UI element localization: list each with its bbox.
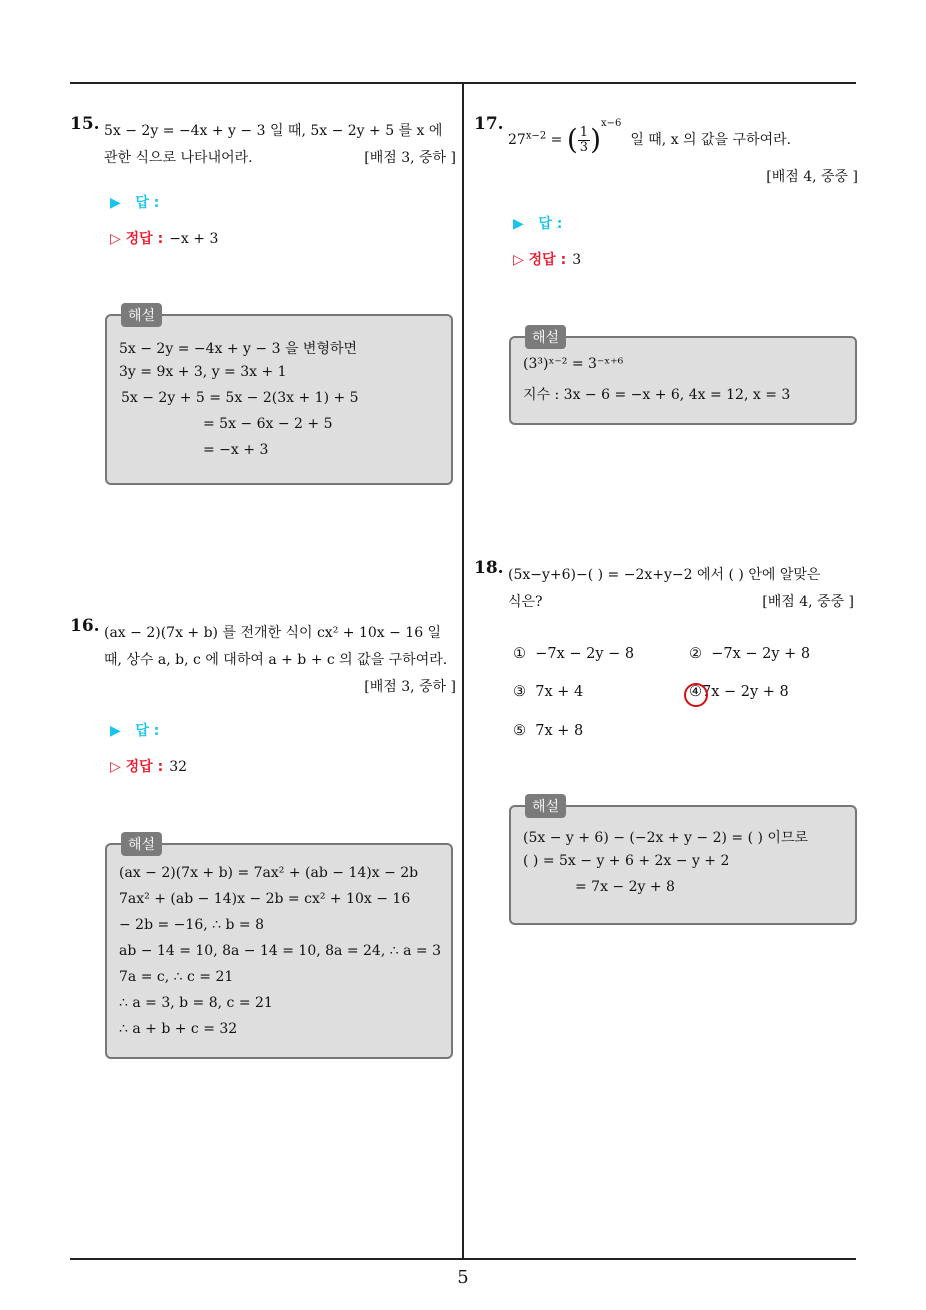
problem-15 (70, 114, 456, 172)
difficulty: [배점 4, 중중 ] (762, 594, 854, 610)
outline-play-icon: ▷ (110, 759, 121, 775)
answer-value: −x + 3 (169, 231, 219, 247)
difficulty: [배점 3, 중하 ] (364, 150, 456, 166)
correct-answer-16: ▷ 정답 : 32 (110, 759, 188, 775)
fraction: $\frac{1}{3}$ (579, 124, 589, 155)
explanation-tag: 해설 (121, 303, 162, 327)
difficulty: [배점 4, 중중 ] (766, 169, 858, 185)
play-icon: ▶ (513, 216, 524, 232)
explanation-box-17 (509, 330, 857, 425)
explanation-line: ∴ a + b + c = 32 (119, 1021, 238, 1037)
explanation-tag: 해설 (525, 794, 566, 818)
outline-play-icon: ▷ (513, 252, 524, 268)
explanation-line: 5x − 2y = −4x + y − 3 을 변형하면 (119, 341, 358, 357)
option-4[interactable]: ④7x − 2y + 8 (689, 684, 789, 700)
problem-text-line: 때, 상수 a, b, c 에 대하여 a + b + c 의 값을 구하여라. (104, 652, 448, 668)
explanation-line: 7ax² + (ab − 14)x − 2b = cx² + 10x − 16 (119, 891, 411, 907)
correct-answer-15: ▷ 정답 : −x + 3 (110, 231, 219, 247)
selected-answer-circle-icon (684, 683, 708, 707)
answer-value: 32 (169, 759, 188, 775)
explanation-line: = −x + 3 (203, 442, 269, 458)
problem-17 (474, 114, 858, 186)
problem-equation: $27^{x-2}$ = ( $\frac{1}{3}$ )$^{x-6}$ 일 때, x 의 값을 구하여라. (508, 118, 792, 156)
answer-blank-15: ▶ 답 : (110, 195, 160, 211)
explanation-line: 7a = c, ∴ c = 21 (119, 969, 234, 985)
explanation-line: = 5x − 6x − 2 + 5 (203, 416, 333, 432)
play-icon: ▶ (110, 195, 121, 211)
explanation-line: ( ) = 5x − y + 6 + 2x − y + 2 (523, 853, 730, 869)
play-icon: ▶ (110, 723, 121, 739)
option-5[interactable]: ⑤ 7x + 8 (513, 723, 584, 739)
explanation-box-15 (105, 308, 453, 485)
column-divider (462, 83, 464, 1259)
explanation-line: − 2b = −16, ∴ b = 8 (119, 917, 264, 933)
option-3[interactable]: ③ 7x + 4 (513, 684, 584, 700)
explanation-tag: 해설 (121, 832, 162, 856)
explanation-line: 3y = 9x + 3, y = 3x + 1 (119, 364, 287, 380)
bottom-rule (70, 1258, 856, 1260)
explanation-line: ab − 14 = 10, 8a − 14 = 10, 8a = 24, ∴ a = 3 (119, 943, 441, 959)
explanation-line: (5x − y + 6) − (−2x + y − 2) = ( ) 이므로 (523, 830, 808, 846)
problem-number: 16. (70, 616, 100, 636)
explanation-line: 지수 : 3x − 6 = −x + 6, 4x = 12, x = 3 (523, 387, 791, 403)
problem-number: 15. (70, 114, 100, 134)
answer-blank-17: ▶ 답 : (513, 216, 563, 232)
problem-text-line: 관한 식으로 나타내어라. (104, 150, 253, 166)
answer-value: 3 (572, 252, 582, 268)
answer-blank-16: ▶ 답 : (110, 723, 160, 739)
option-1[interactable]: ① −7x − 2y − 8 (513, 646, 635, 662)
outline-play-icon: ▷ (110, 231, 121, 247)
problem-text-line: 5x − 2y = −4x + y − 3 일 때, 5x − 2y + 5 를 x 에 (104, 123, 443, 139)
problem-number: 17. (474, 114, 504, 134)
problem-number: 18. (474, 558, 504, 578)
explanation-line: 5x − 2y + 5 = 5x − 2(3x + 1) + 5 (121, 390, 359, 406)
explanation-tag: 해설 (525, 325, 566, 349)
explanation-line: = 7x − 2y + 8 (575, 879, 675, 895)
problem-text-line: 일 때, x 의 값을 구하여라. (630, 132, 792, 148)
explanation-line: (ax − 2)(7x + b) = 7ax² + (ab − 14)x − 2b (119, 865, 419, 881)
explanation-line: ∴ a = 3, b = 8, c = 21 (119, 995, 273, 1011)
option-2[interactable]: ② −7x − 2y + 8 (689, 646, 811, 662)
problem-text-line: (5x−y+6)−( ) = −2x+y−2 에서 ( ) 안에 알맞은 (508, 567, 821, 583)
page-number: 5 (457, 1267, 469, 1288)
problem-text-line: 식은? (508, 594, 543, 610)
explanation-box-18 (509, 799, 857, 925)
problem-text-line: (ax − 2)(7x + b) 를 전개한 식이 cx² + 10x − 16 일 (104, 625, 442, 641)
correct-answer-17: ▷ 정답 : 3 (513, 252, 582, 268)
explanation-box-16 (105, 837, 453, 1059)
explanation-line: (3³)ˣ⁻² = 3⁻ˣ⁺⁶ (523, 356, 624, 372)
difficulty: [배점 3, 중하 ] (364, 679, 456, 695)
problem-16 (70, 616, 456, 701)
problem-18 (474, 558, 858, 616)
